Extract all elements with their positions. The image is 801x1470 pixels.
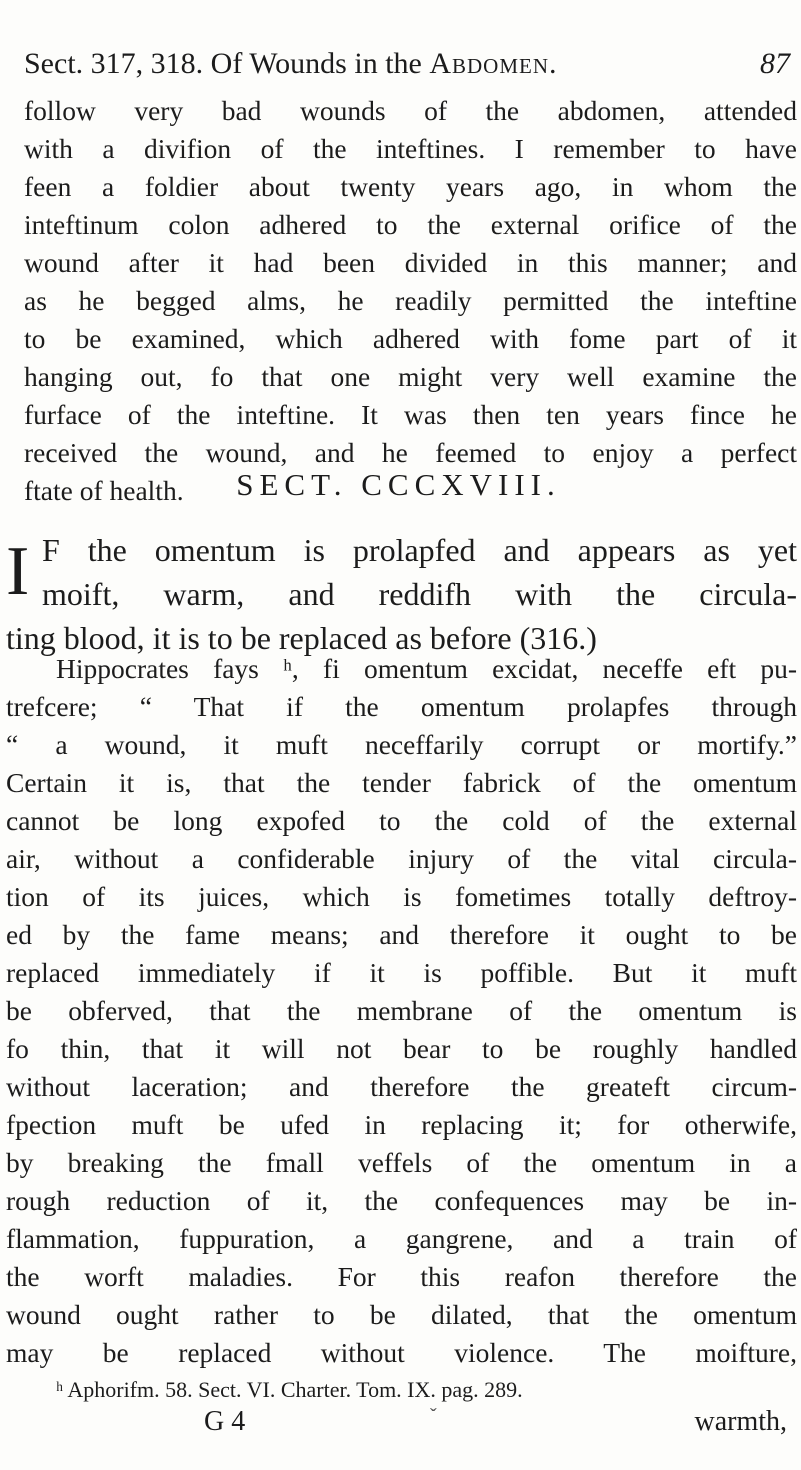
footnote (0, 1375, 797, 1405)
signature-mark: G 4 (204, 1406, 246, 1437)
text-line: rough reduction of it, the confequences may be in- (6, 1185, 797, 1216)
text-line: by breaking the fmall veffels of the omentum in a (6, 1147, 797, 1178)
print-mark: ˇ (430, 1405, 437, 1427)
running-head-title (24, 44, 558, 84)
drop-cap: I (6, 533, 30, 610)
running-head (24, 44, 794, 84)
text-line: the worft maladies. For this reafon therefore the (6, 1261, 797, 1292)
text-line: inteftinum colon adhered to the external orifice of the (24, 209, 797, 240)
aphorism-text (0, 528, 797, 660)
text-line: fo thin, that it will not bear to be roughly handled (6, 1033, 797, 1064)
catchword: warmth, (694, 1406, 787, 1437)
text-line: be obferved, that the membrane of the omentum is (6, 995, 797, 1026)
text-line: furface of the inteftine. It was then ten years fince he (24, 399, 797, 430)
paragraph-continuation (0, 92, 797, 510)
text-line: replaced immediately if it is poffible. But it muft (6, 957, 797, 988)
text-line: ftate of health. (24, 475, 184, 506)
page-number: 87 (760, 47, 790, 80)
chapter-title-smallcaps: Abdomen. (429, 47, 558, 80)
text-line: hanging out, fo that one might very well examine the (24, 361, 797, 392)
text-line: F the omentum is prolapfed and appears as yet (42, 532, 797, 568)
chapter-title: Of Wounds in the (210, 47, 422, 80)
text-line: “ a wound, it muft neceffarily corrupt or mortify.” (6, 729, 797, 760)
text-line: received the wound, and he feemed to enjoy a perfect (24, 437, 797, 468)
text-line: without laceration; and therefore the greateft circum- (6, 1071, 797, 1102)
text-line: feen a foldier about twenty years ago, in whom the (24, 171, 797, 202)
commentary-paragraph (0, 650, 797, 1372)
text-line: wound ought rather to be dilated, that the omentum (6, 1299, 797, 1330)
text-line: flammation, fuppuration, a gangrene, and a train of (6, 1223, 797, 1254)
text-line: follow very bad wounds of the abdomen, attended (24, 95, 797, 126)
text-line: trefcere; “ That if the omentum prolapfes through (6, 691, 797, 722)
page-foot (0, 1403, 801, 1441)
section-heading: SECT. CCCXVIII. (236, 467, 561, 502)
text-line: may be replaced without violence. The moifture, (6, 1337, 797, 1368)
text-line: fpection muft be ufed in replacing it; for otherwife, (6, 1109, 797, 1140)
text-line: air, without a confiderable injury of the vital circula- (6, 843, 797, 874)
text-line: as he begged alms, he readily permitted the inteftine (24, 285, 797, 316)
text-line: cannot be long expofed to the cold of the external (6, 805, 797, 836)
text-line: ting blood, it is to be replaced as before (316.) (6, 620, 597, 656)
text-line: with a divifion of the inteftines. I remember to have (24, 133, 797, 164)
text-line: Certain it is, that the tender fabrick of the omentum (6, 767, 797, 798)
text-line: to be examined, which adhered with fome part of it (24, 323, 797, 354)
text-line: ed by the fame means; and therefore it ought to be (6, 919, 797, 950)
section-reference: Sect. 317, 318. (24, 47, 204, 80)
text-line: wound after it had been divided in this manner; and (24, 247, 797, 278)
text-line: tion of its juices, which is fometimes totally deftroy- (6, 881, 797, 912)
text-line: Hippocrates fays ʰ, fi omentum excidat, neceffe eft pu- (56, 653, 797, 684)
footnote-text: ʰ Aphorifm. 58. Sect. VI. Charter. Tom. IX. pag. 289. (56, 1377, 523, 1402)
text-line: moift, warm, and reddifh with the circula- (42, 576, 797, 612)
